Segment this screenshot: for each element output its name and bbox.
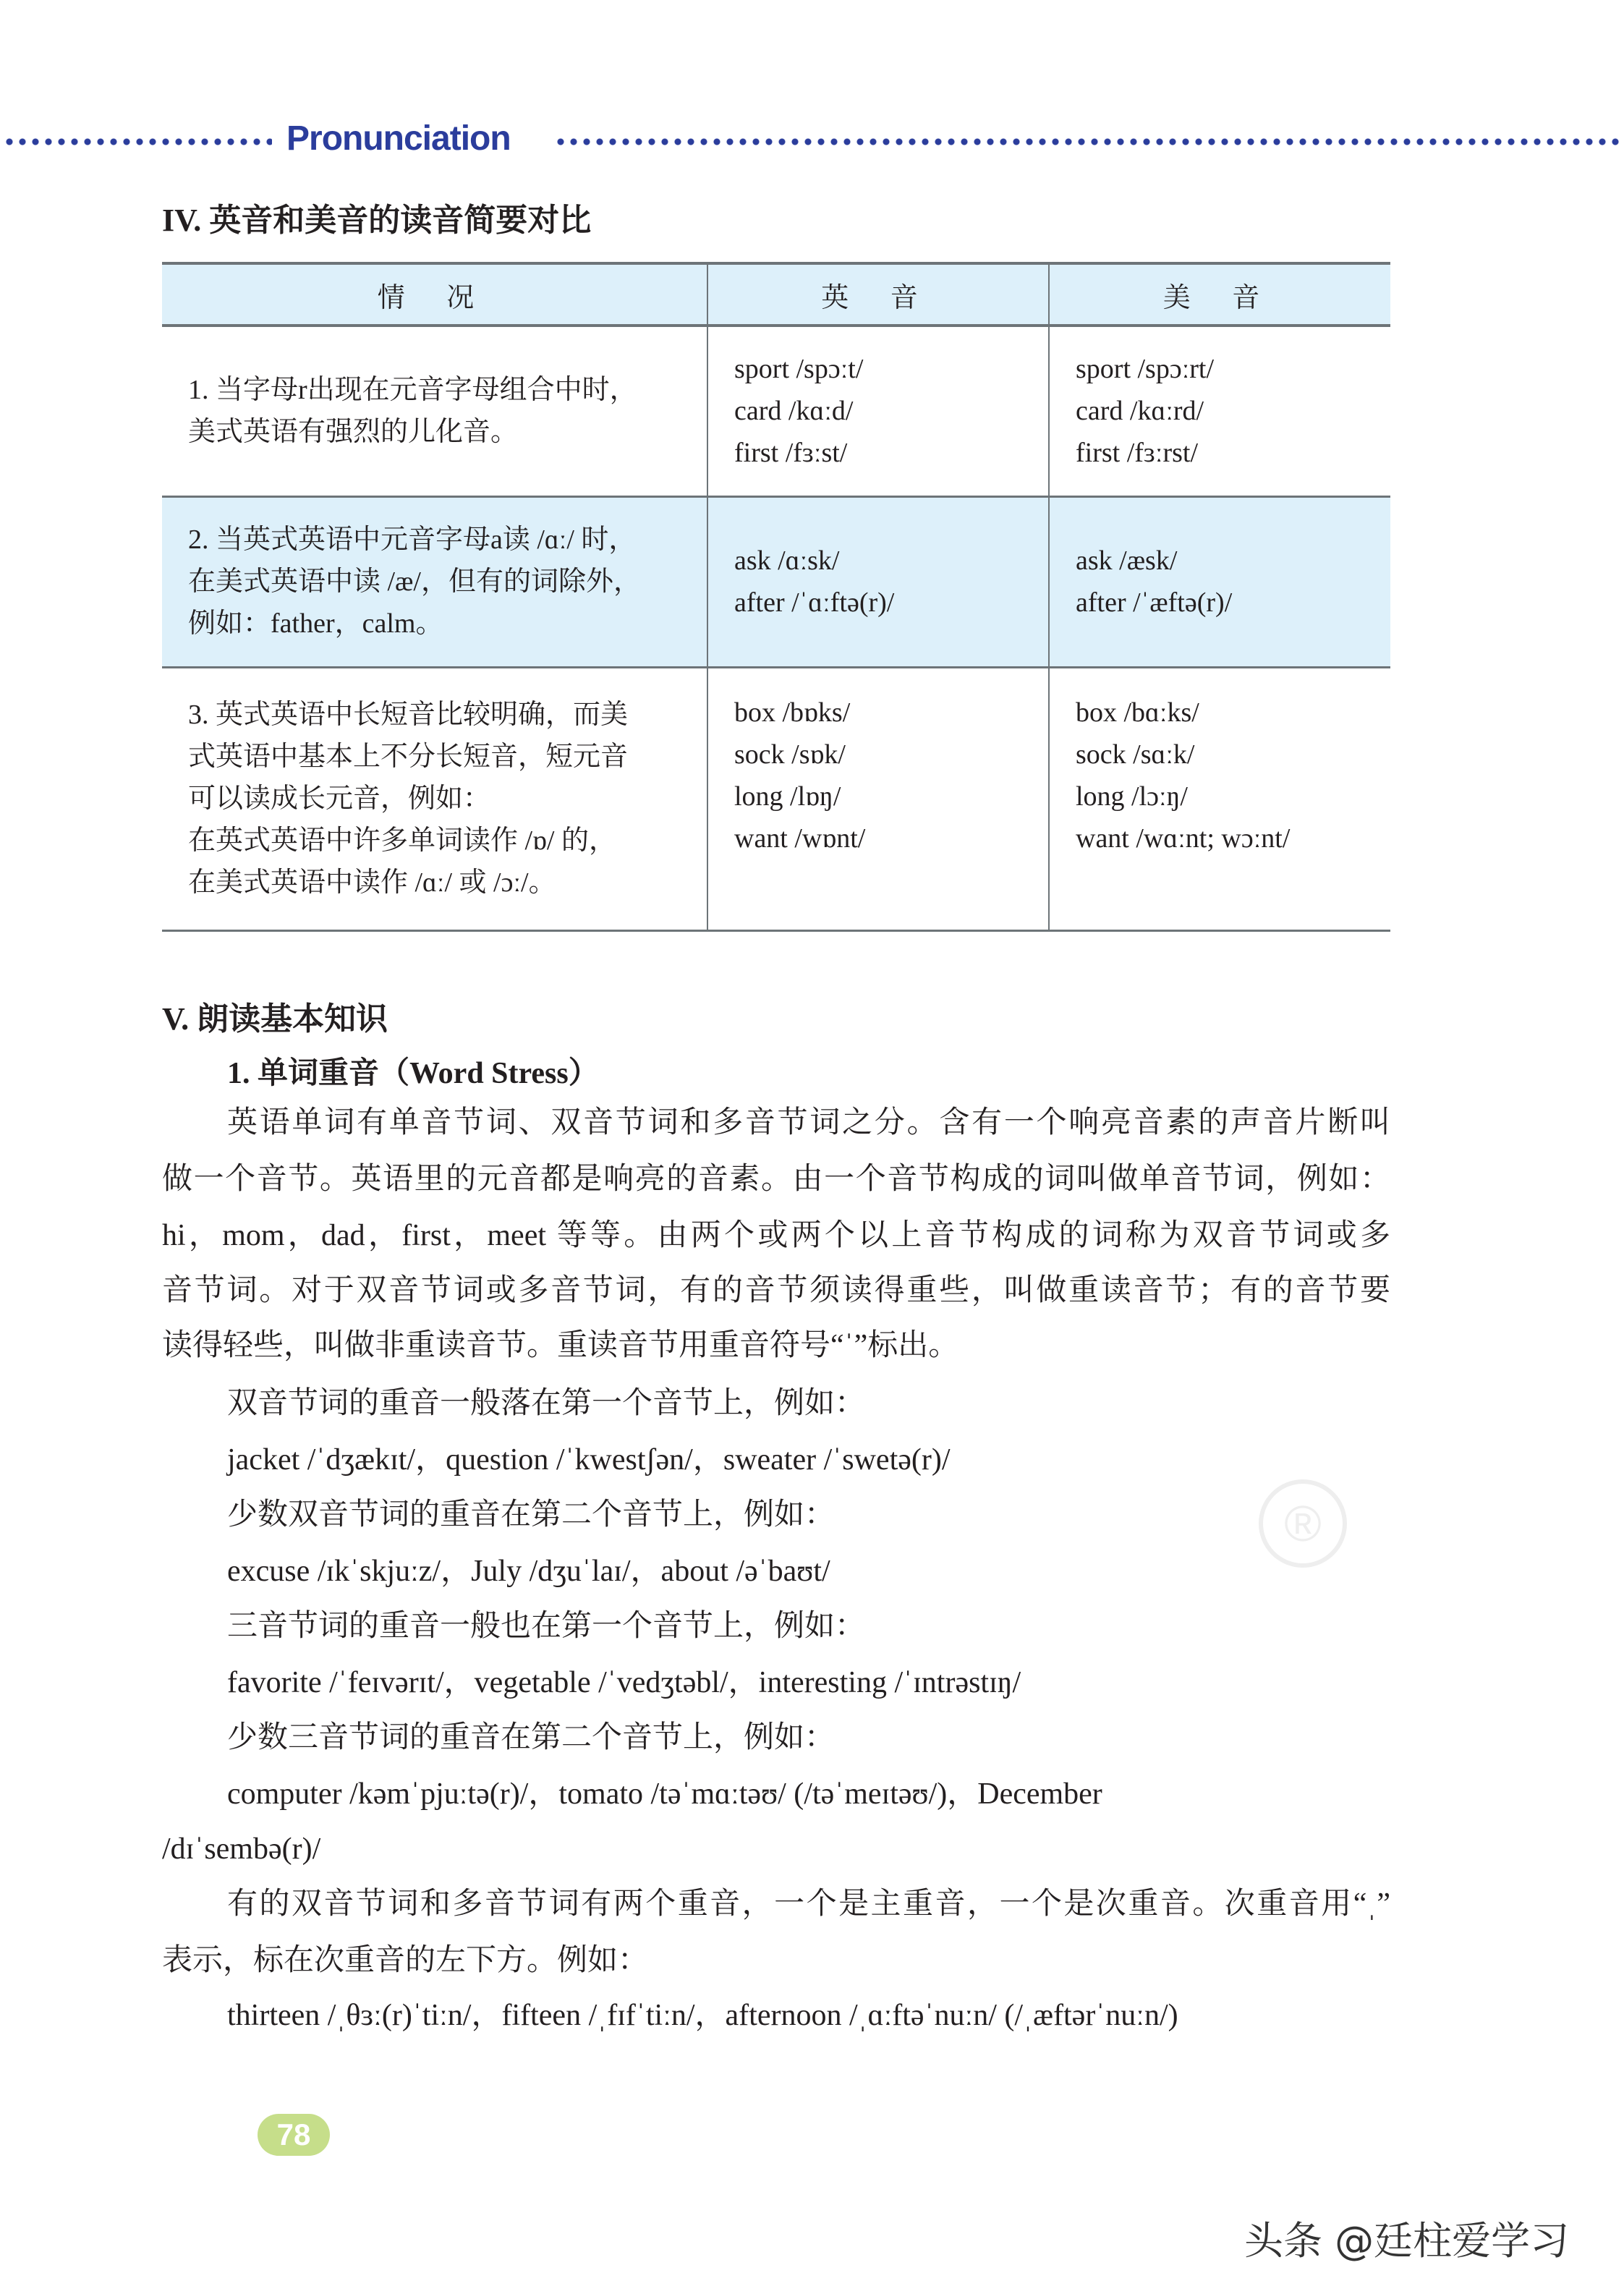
situation-cell: 3. 英式英语中长短音比较明确，而美 式英语中基本上不分长短音，短元音 可以读成长元音，例如： 在英式英语中许多单词读作 /ɒ/ 的， 在美式英语中读作 /ɑː/ 或 /ɔː/。 [162,667,707,930]
section-header: Pronunciation [286,119,511,158]
header-dots-right [554,133,1624,150]
american-cell: ask /æsk/ after /ˈæftə(r)/ [1049,496,1390,667]
example-line: favorite /ˈfeɪvərɪt/，vegetable /ˈvedʒtəbl/，interesting /ˈɪntrəstɪŋ/ [227,1666,1021,1699]
example-line: thirteen /ˌθɜː(r)ˈtiːn/，fifteen /ˌfɪfˈtiːn/，afternoon /ˌɑːftəˈnuːn/ (/ˌæftərˈnuːn/) [227,1999,1178,2032]
body-line: 双音节词的重音一般落在第一个音节上，例如： [227,1387,866,1420]
body-line: 读得轻些，叫做非重读音节。重读音节用重音符号“ˈ”标出。 [162,1329,959,1362]
column-header: 英 音 [707,263,1049,326]
table-row [162,326,1390,496]
body-line: 三音节词的重音一般也在第一个音节上，例如： [227,1610,866,1643]
comparison-table [162,262,1390,932]
watermark: 头条 @廷柱爱学习 [1244,2218,1570,2264]
example-line: jacket /ˈdʒækɪt/，question /ˈkwestʃən/，sweater /ˈswetə(r)/ [227,1443,951,1477]
body-line: 英语单词有单音节词、双音节词和多音节词之分。含有一个响亮音素的声音片断叫 [227,1106,1390,1139]
section-5-title: V. 朗读基本知识 [162,1001,388,1037]
british-cell: box /bɒks/ sock /sɒk/ long /lɒŋ/ want /wɒnt/ [707,667,1049,930]
registered-mark: ® [1259,1479,1347,1568]
section-4-title: IV. 英音和美音的读音简要对比 [162,203,592,238]
example-line: /dɪˈsembə(r)/ [162,1832,321,1866]
situation-cell: 2. 当英式英语中元音字母a读 /ɑː/ 时， 在美式英语中读 /æ/，但有的词除外， 例如：father，calm。 [162,496,707,667]
british-cell: sport /spɔːt/ card /kɑːd/ first /fɜːst/ [707,326,1049,496]
body-line: 少数三音节词的重音在第二个音节上，例如： [227,1721,836,1754]
example-line: excuse /ɪkˈskjuːz/，July /dʒuˈlaɪ/，about /əˈbaʊt/ [227,1555,830,1588]
column-header: 情 况 [162,263,707,326]
subsection-title: 1. 单词重音（Word Stress） [227,1057,599,1090]
situation-cell: 1. 当字母r出现在元音字母组合中时， 美式英语有强烈的儿化音。 [162,326,707,496]
american-cell: box /bɑːks/ sock /sɑːk/ long /lɔːŋ/ want /wɑːnt; wɔːnt/ [1049,667,1390,930]
american-cell: sport /spɔːrt/ card /kɑːrd/ first /fɜːrst/ [1049,326,1390,496]
column-header: 美 音 [1049,263,1390,326]
body-line: 有的双音节词和多音节词有两个重音，一个是主重音，一个是次重音。次重音用“ˌ” [227,1887,1390,1921]
body-line: 表示，标在次重音的左下方。例如： [162,1944,649,1977]
body-line: 音节词。对于双音节词或多音节词，有的音节须读得重些，叫做重读音节；有的音节要 [162,1274,1390,1307]
body-line: hi，mom，dad，first，meet 等等。由两个或两个以上音节构成的词称为双音节词或多 [162,1219,1390,1252]
header-dots-left [3,133,272,150]
table-row [162,667,1390,930]
page-number: 78 [258,2114,330,2156]
body-line: 做一个音节。英语里的元音都是响亮的音素。由一个音节构成的词叫做单音节词，例如： [162,1163,1390,1196]
table-row [162,496,1390,667]
british-cell: ask /ɑːsk/ after /ˈɑːftə(r)/ [707,496,1049,667]
body-line: 少数双音节词的重音在第二个音节上，例如： [227,1498,836,1531]
example-line: computer /kəmˈpjuːtə(r)/，tomato /təˈmɑːtəʊ/ (/təˈmeɪtəʊ/)，December [227,1777,1102,1811]
